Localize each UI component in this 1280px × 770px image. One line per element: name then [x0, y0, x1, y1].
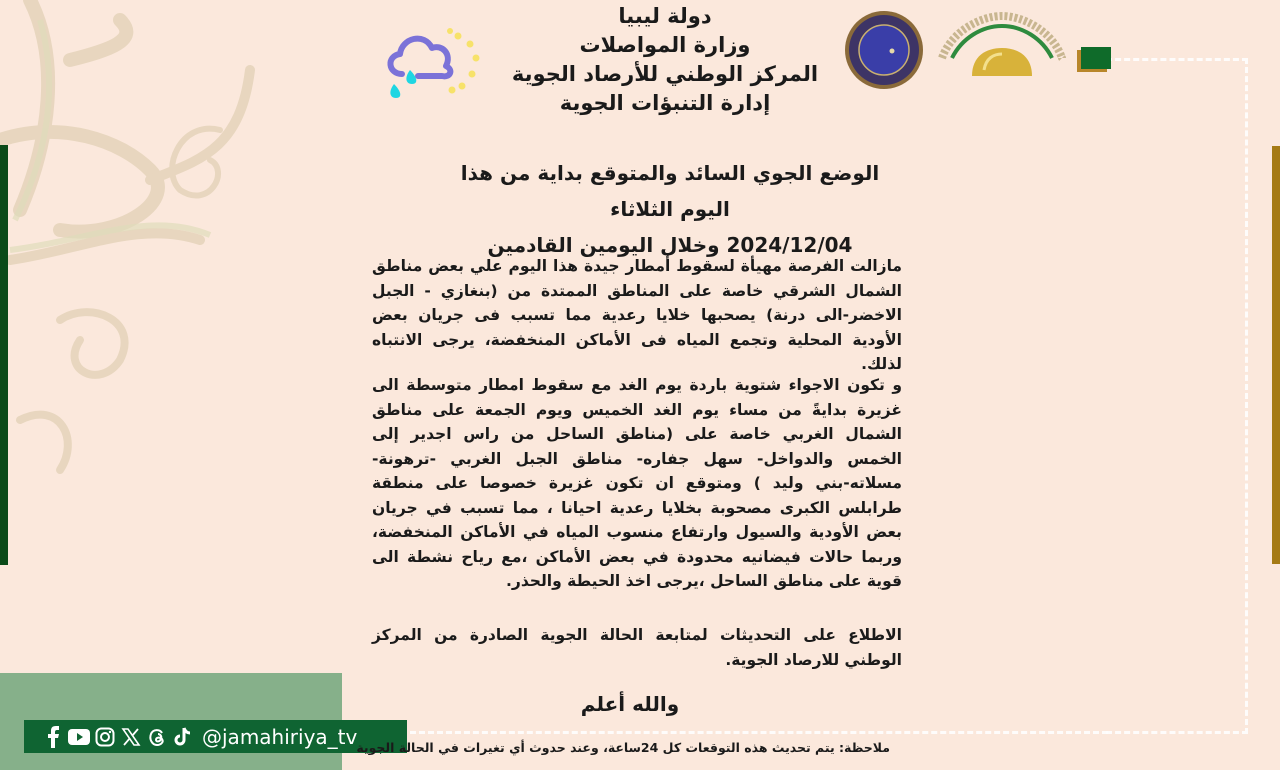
header — [500, 2, 830, 118]
header-ministry: وزارة المواصلات — [579, 33, 751, 57]
update-note: ملاحظة: يتم تحديث هذه التوقعات كل 24ساعة، وعند حدوث أي تغيرات في الحالة الجوية — [356, 740, 890, 755]
libya-meteorological-center-seal — [842, 10, 926, 90]
left-accent-bar — [0, 145, 8, 565]
cloud-rain-sun-icon — [380, 26, 480, 106]
calligraphy-ornament — [0, 0, 360, 560]
instagram-icon[interactable] — [94, 726, 116, 748]
bulletin-title — [440, 155, 900, 263]
facebook-icon[interactable] — [42, 726, 64, 748]
threads-icon[interactable] — [146, 726, 168, 748]
header-country: دولة ليبيا — [618, 4, 712, 28]
right-accent-bar — [1272, 146, 1280, 564]
header-center: المركز الوطني للأرصاد الجوية — [511, 62, 819, 86]
jamahiriya-tv-logo — [932, 10, 1072, 76]
header-department: إدارة التنبؤات الجوية — [559, 91, 771, 115]
social-handle[interactable]: @jamahiriya_tv — [202, 724, 358, 749]
title-line-1: الوضع الجوي السائد والمتوقع بداية من هذا اليوم الثلاثاء — [460, 161, 880, 221]
forecast-paragraph-west: و تكون الاجواء شتوية باردة يوم الغد مع سقوط امطار متوسطة الى غزيرة بدايةً من مساء يوم الغد الخميس ويوم الجمعة على مناطق الشمال الغربي خاصة على (مناطق الساحل من راس اجدير إلى الخمس والدواخل- سهل جفاره- مناطق الجبل الغربي -ترهونة- مسلاته-بني وليد ) ومتوقع ان تكون غزيرة خصوصا على منطقة طرابلس الكبرى مصحوبة بخلايا رعدية احيانا ، مما تسبب في جريان بعض الأودية والسيول وارتفاع منسوب المياه في الأماكن المنخفضة، وربما حالات فيضانيه محدودة في بعض الأماكن ،مع رياح نشطة الى قوية على مناطق الساحل ،يرجى اخذ الحيطة والحذر. — [372, 376, 902, 590]
closing-phrase: والله أعلم — [580, 692, 680, 716]
forecast-paragraph-east: مازالت الفرصة مهيأة لسقوط أمطار جيدة هذا اليوم علي بعض مناطق الشمال الشرقي خاصة على المناطق الممتدة من (بنغازي - الجبل الاخضر-الى درنة) يصحبها خلايا رعدية مما تسبب فى جريان بعض الأودية المحلية وتجمع المياه فى الأماكن المنخفضة، يرجى الانتباه لذلك. — [372, 257, 902, 373]
x-icon[interactable] — [120, 726, 142, 748]
green-flag-square — [1080, 47, 1112, 71]
forecast-paragraph-updates: الاطلاع على التحديثات لمتابعة الحالة الجوية الصادرة من المركز الوطني للارصاد الجوية. — [372, 626, 902, 669]
social-bar — [24, 720, 407, 753]
dashed-frame — [1106, 58, 1248, 734]
youtube-icon[interactable] — [68, 726, 90, 748]
dashed-frame-bottom — [410, 731, 1108, 734]
title-line-2: 2024/12/04 وخلال اليومين القادمين — [487, 233, 853, 257]
tiktok-icon[interactable] — [172, 726, 194, 748]
